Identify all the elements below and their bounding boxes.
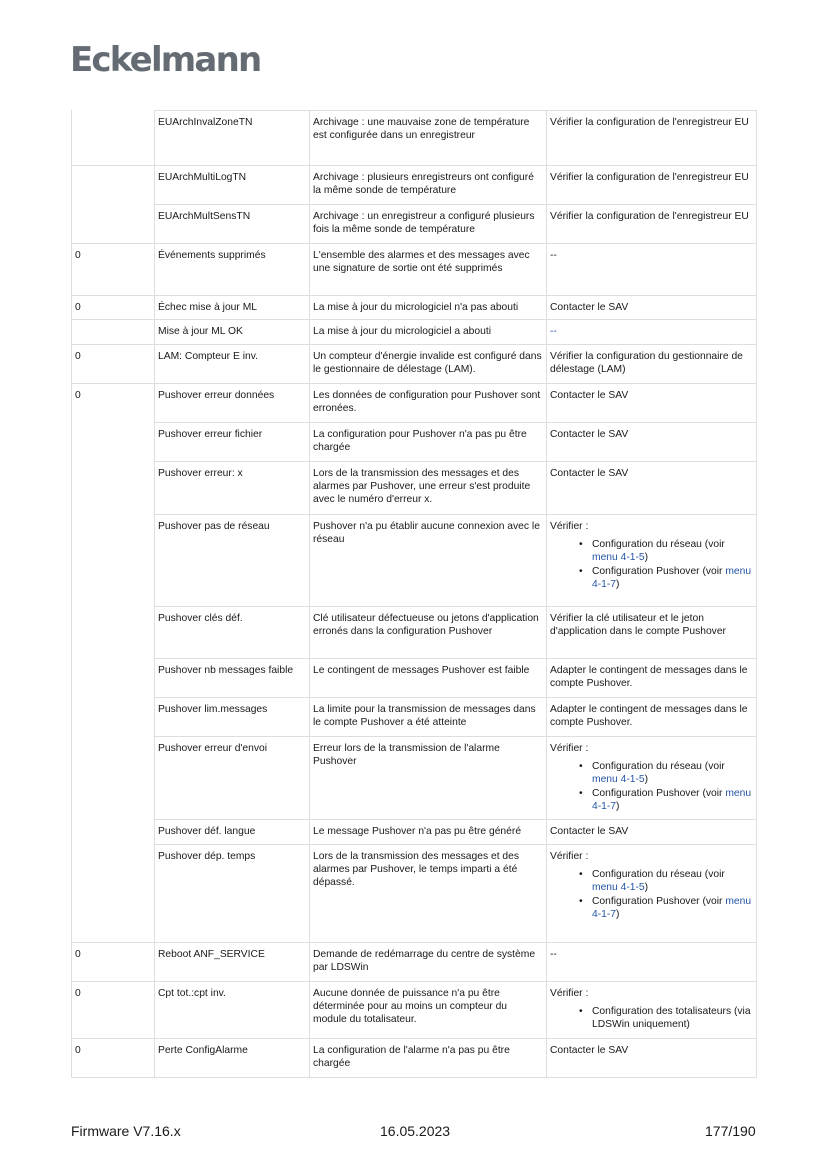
remedy-cell (547, 1039, 757, 1078)
message-cell: Mise à jour ML OK (155, 320, 310, 345)
remedy-cell (547, 205, 757, 244)
remedy-item-text: Configuration du réseau (voir (592, 761, 725, 773)
description-cell: Archivage : plusieurs enregistreurs ont configuré la même sonde de température (310, 166, 547, 205)
message-cell: Échec mise à jour ML (155, 296, 310, 320)
description-cell: Les données de configuration pour Pushover sont erronées. (310, 384, 547, 423)
description-cell: Demande de redémarrage du centre de système par LDSWin (310, 943, 547, 982)
description-cell: Archivage : une mauvaise zone de température est configurée dans un enregistreur (310, 111, 547, 166)
remedy-text: Contacter le SAV (550, 1045, 629, 1056)
description-cell: Aucune donnée de puissance n'a pu être déterminée pour au moins un compteur du module du totalisateur. (310, 982, 547, 1039)
remedy-text: Vérifier la clé utilisateur et le jeton d'application dans le compte Pushover (550, 613, 726, 638)
remedy-text: Vérifier la configuration de l'enregistreur EU (550, 117, 749, 128)
priority-cell: 0 (72, 943, 155, 982)
remedy-item-text: Configuration Pushover (voir (592, 895, 726, 907)
remedy-cell (547, 659, 757, 698)
table-row (72, 423, 757, 462)
remedy-text: Vérifier la configuration de l'enregistreur EU (550, 211, 749, 222)
remedy-text: -- (550, 250, 557, 261)
table-row (72, 982, 757, 1039)
remedy-cell (547, 166, 757, 205)
message-cell: EUArchMultiLogTN (155, 166, 310, 205)
remedy-item-suffix: ) (616, 578, 620, 590)
priority-cell (72, 111, 155, 166)
remedy-text: Vérifier la configuration de l'enregistreur EU (550, 172, 749, 183)
footer-date: 16.05.2023 (380, 1123, 451, 1139)
description-cell: La limite pour la transmission de messages dans le compte Pushover a été atteinte (310, 698, 547, 737)
remedy-cell (547, 296, 757, 320)
remedy-item-text: Configuration Pushover (voir (592, 787, 726, 799)
message-cell: Pushover erreur fichier (155, 423, 310, 462)
remedy-text: Vérifier : (550, 851, 589, 862)
description-cell: Lors de la transmission des messages et des alarmes par Pushover, une erreur s'est produite avec le numéro d'erreur x. (310, 462, 547, 515)
description-cell: Le contingent de messages Pushover est faible (310, 659, 547, 698)
description-cell: Le message Pushover n'a pas pu être généré (310, 820, 547, 845)
remedy-text: Adapter le contingent de messages dans le compte Pushover. (550, 665, 748, 690)
priority-cell (72, 659, 155, 698)
description-cell: L'ensemble des alarmes et des messages avec une signature de sortie ont été supprimés (310, 244, 547, 296)
remedy-list-item (592, 787, 753, 813)
message-cell: Pushover erreur données (155, 384, 310, 423)
remedy-cell (547, 515, 757, 607)
remedy-text: Contacter le SAV (550, 826, 629, 837)
table-row (72, 320, 757, 345)
description-cell: Un compteur d'énergie invalide est configuré dans le gestionnaire de délestage (LAM). (310, 345, 547, 384)
description-cell: Pushover n'a pu établir aucune connexion avec le réseau (310, 515, 547, 607)
remedy-cell (547, 320, 757, 345)
priority-cell (72, 820, 155, 845)
table-row (72, 820, 757, 845)
priority-cell (72, 698, 155, 737)
remedy-cell (547, 345, 757, 384)
remedy-list (550, 760, 753, 813)
remedy-cell (547, 607, 757, 659)
remedy-text: -- (550, 949, 557, 960)
menu-link[interactable]: menu 4-1-7 (592, 895, 752, 920)
priority-cell (72, 320, 155, 345)
remedy-text: Contacter le SAV (550, 429, 629, 440)
remedy-list-item (592, 538, 753, 564)
message-cell: LAM: Compteur E inv. (155, 345, 310, 384)
priority-cell (72, 737, 155, 820)
footer-page-number: 177/190 (705, 1123, 756, 1139)
remedy-text: Contacter le SAV (550, 390, 629, 401)
remedy-list-item (592, 565, 753, 591)
remedy-item-suffix: ) (644, 774, 649, 786)
priority-cell: 0 (72, 296, 155, 320)
remedy-item-text: Configuration des totalisateurs (via LDSWin uniquement) (592, 1006, 751, 1031)
table-row (72, 1039, 757, 1078)
menu-link[interactable]: menu 4-1-7 (592, 565, 752, 590)
remedy-text: Contacter le SAV (550, 302, 629, 313)
remedy-list (550, 868, 753, 921)
message-cell: Pushover nb messages faible (155, 659, 310, 698)
priority-cell (72, 515, 155, 607)
remedy-list (550, 538, 753, 591)
description-cell: La mise à jour du micrologiciel a abouti (310, 320, 547, 345)
priority-cell (72, 166, 155, 205)
remedy-cell (547, 698, 757, 737)
remedy-text: Adapter le contingent de messages dans le compte Pushover. (550, 704, 748, 729)
description-cell: Erreur lors de la transmission de l'alarme Pushover (310, 737, 547, 820)
remedy-item-suffix: ) (616, 908, 620, 920)
remedy-cell (547, 943, 757, 982)
remedy-list-item (592, 1005, 753, 1031)
priority-cell (72, 607, 155, 659)
priority-cell: 0 (72, 345, 155, 384)
remedy-list-item (592, 868, 753, 894)
alarm-table (71, 110, 757, 1078)
remedy-cell (547, 845, 757, 943)
remedy-text: Vérifier : (550, 988, 589, 999)
remedy-item-suffix: ) (616, 800, 620, 812)
description-cell: Clé utilisateur défectueuse ou jetons d'application erronés dans la configuration Pushover (310, 607, 547, 659)
message-cell: EUArchMultSensTN (155, 205, 310, 244)
message-cell: Pushover erreur d'envoi (155, 737, 310, 820)
remedy-cell (547, 737, 757, 820)
eckelmann-logo: Eckelmann (70, 40, 261, 80)
remedy-list-item (592, 760, 753, 786)
remedy-cell (547, 384, 757, 423)
message-cell: Cpt tot.:cpt inv. (155, 982, 310, 1039)
remedy-text: Vérifier : (550, 743, 589, 754)
remedy-list (550, 1005, 753, 1031)
table-row (72, 296, 757, 320)
remedy-cell (547, 462, 757, 515)
remedy-item-text: Configuration du réseau (voir (592, 539, 725, 551)
menu-link[interactable]: menu 4-1-5 (592, 552, 645, 564)
table-row (72, 607, 757, 659)
table-row (72, 659, 757, 698)
table-row (72, 515, 757, 607)
priority-cell: 0 (72, 244, 155, 296)
table-row (72, 384, 757, 423)
table-row (72, 737, 757, 820)
remedy-cell (547, 982, 757, 1039)
remedy-cell (547, 244, 757, 296)
description-cell: La mise à jour du micrologiciel n'a pas abouti (310, 296, 547, 320)
table-row (72, 111, 757, 166)
remedy-item-suffix: ) (644, 882, 649, 894)
table-row (72, 462, 757, 515)
description-cell: La configuration de l'alarme n'a pas pu être chargée (310, 1039, 547, 1078)
remedy-item-text: Configuration Pushover (voir (592, 565, 726, 577)
table-row (72, 698, 757, 737)
description-cell: Archivage : un enregistreur a configuré plusieurs fois la même sonde de température (310, 205, 547, 244)
description-cell: La configuration pour Pushover n'a pas pu être chargée (310, 423, 547, 462)
priority-cell: 0 (72, 982, 155, 1039)
menu-link[interactable]: menu 4-1-7 (592, 787, 752, 812)
footer-firmware: Firmware V7.16.x (71, 1123, 181, 1139)
remedy-item-text: Configuration du réseau (voir (592, 869, 725, 881)
remedy-cell (547, 423, 757, 462)
table-row (72, 845, 757, 943)
remedy-list-item (592, 895, 753, 921)
remedy-text: Vérifier : (550, 521, 589, 532)
message-cell: Pushover erreur: x (155, 462, 310, 515)
remedy-text: -- (550, 326, 557, 337)
table-row (72, 345, 757, 384)
priority-cell (72, 423, 155, 462)
priority-cell: 0 (72, 1039, 155, 1078)
table-row (72, 205, 757, 244)
table-row (72, 943, 757, 982)
table-row (72, 166, 757, 205)
menu-link[interactable]: menu 4-1-5 (592, 774, 645, 786)
remedy-text: Contacter le SAV (550, 468, 629, 479)
message-cell: Événements supprimés (155, 244, 310, 296)
remedy-cell (547, 111, 757, 166)
remedy-text: Vérifier la configuration du gestionnaire de délestage (LAM) (550, 351, 743, 376)
remedy-cell (547, 820, 757, 845)
message-cell: Pushover déf. langue (155, 820, 310, 845)
table-row (72, 244, 757, 296)
priority-cell: 0 (72, 384, 155, 423)
message-cell: Pushover pas de réseau (155, 515, 310, 607)
message-cell: Pushover clés déf. (155, 607, 310, 659)
message-cell: Pushover dép. temps (155, 845, 310, 943)
message-cell: Pushover lim.messages (155, 698, 310, 737)
description-cell: Lors de la transmission des messages et des alarmes par Pushover, le temps imparti a été dépassé. (310, 845, 547, 943)
message-cell: Perte ConfigAlarme (155, 1039, 310, 1078)
remedy-item-suffix: ) (644, 552, 649, 564)
priority-cell (72, 845, 155, 943)
priority-cell (72, 462, 155, 515)
message-cell: EUArchInvalZoneTN (155, 111, 310, 166)
menu-link[interactable]: menu 4-1-5 (592, 882, 645, 894)
priority-cell (72, 205, 155, 244)
message-cell: Reboot ANF_SERVICE (155, 943, 310, 982)
